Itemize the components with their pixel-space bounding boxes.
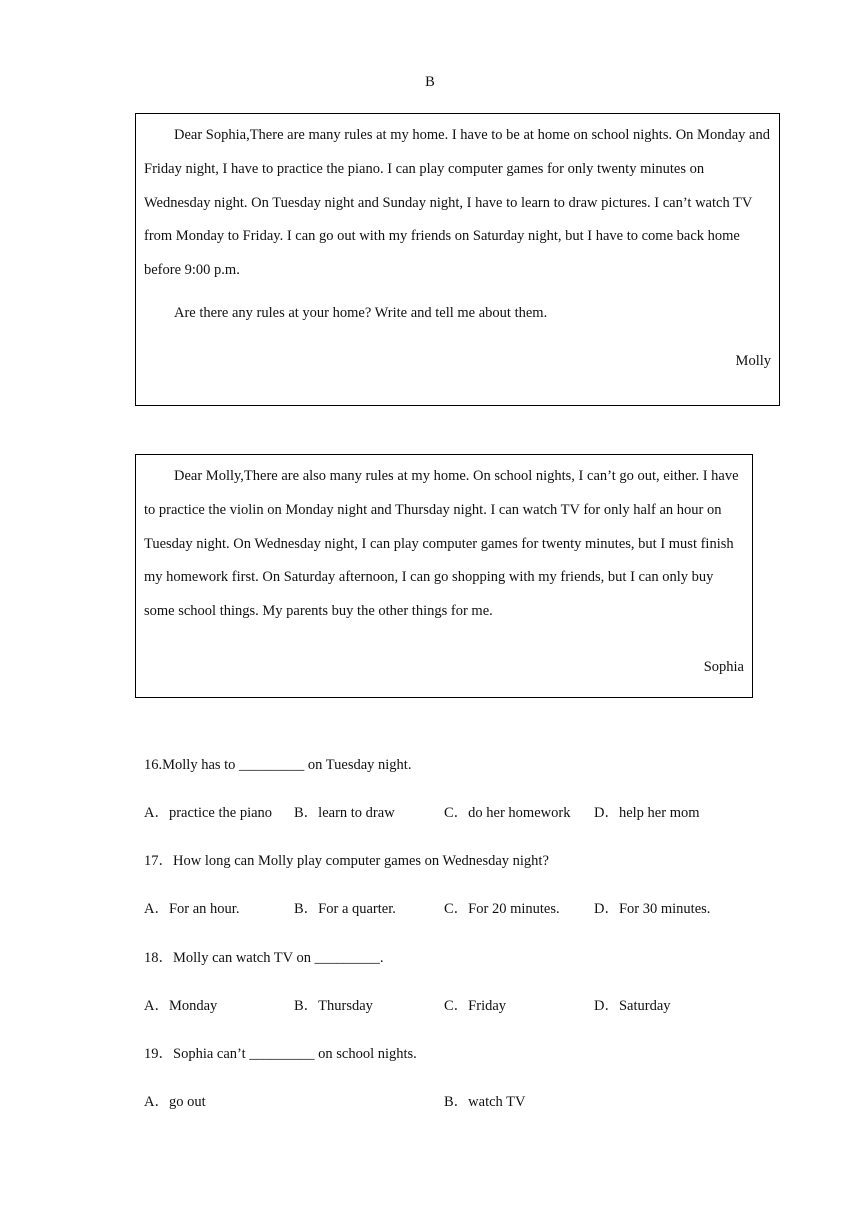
option-d[interactable]: D．help her mom [594,805,700,821]
letter-signature: Sophia [703,658,744,675]
option-a[interactable]: A．For an hour. [144,901,240,917]
option-a[interactable]: A．go out [144,1094,206,1110]
letter-signature: Molly [735,352,771,369]
question-18-options [144,996,784,1016]
letter-body: Dear Molly,There are also many rules at my home. On school nights, I can’t go out, either. I have to practice the violin on Monday night and Thursday night. I can watch TV for only half an hour on Tuesday night. On Wednesday night, I can play computer games for twenty minutes, but I must finish my homework first. On Saturday afternoon, I can go shopping with my friends, but I can only buy some school things. My parents buy the other things for me. [144,468,739,620]
option-a[interactable]: A．Monday [144,998,218,1014]
option-c[interactable]: C．do her homework [444,805,571,821]
letter-closing-line: Are there any rules at your home? Write and tell me about them. [174,304,548,321]
letter-from-sophia [135,454,753,698]
option-b[interactable]: B．learn to draw [294,805,395,821]
option-d[interactable]: D．For 30 minutes. [594,901,711,917]
section-label: B [425,74,435,90]
question-18: 18．Molly can watch TV on _________. [144,950,384,966]
question-19-options [144,1092,784,1112]
option-a[interactable]: A．practice the piano [144,805,273,821]
option-c[interactable]: C．Friday [444,998,507,1014]
question-19: 19．Sophia can’t _________ on school nights. [144,1046,417,1062]
option-b[interactable]: B．Thursday [294,998,373,1014]
question-16: 16.Molly has to _________ on Tuesday night. [144,757,412,773]
letter-from-molly [135,113,780,406]
option-d[interactable]: D．Saturday [594,998,671,1014]
option-b[interactable]: B．watch TV [444,1094,526,1110]
option-c[interactable]: C．For 20 minutes. [444,901,560,917]
question-17: 17．How long can Molly play computer games on Wednesday night? [144,853,549,869]
option-b[interactable]: B．For a quarter. [294,901,396,917]
letter-body: Dear Sophia,There are many rules at my home. I have to be at home on school nights. On Monday and Friday night, I have to practice the piano. I can play computer games for only twenty minutes on Wednesday night. On Tuesday night and Sunday night, I have to learn to draw pictures. I can’t watch TV from Monday to Friday. I can go out with my friends on Saturday night, but I have to come back home before 9:00 p.m. [144,127,770,279]
question-17-options [144,899,784,919]
question-16-options [144,803,784,823]
